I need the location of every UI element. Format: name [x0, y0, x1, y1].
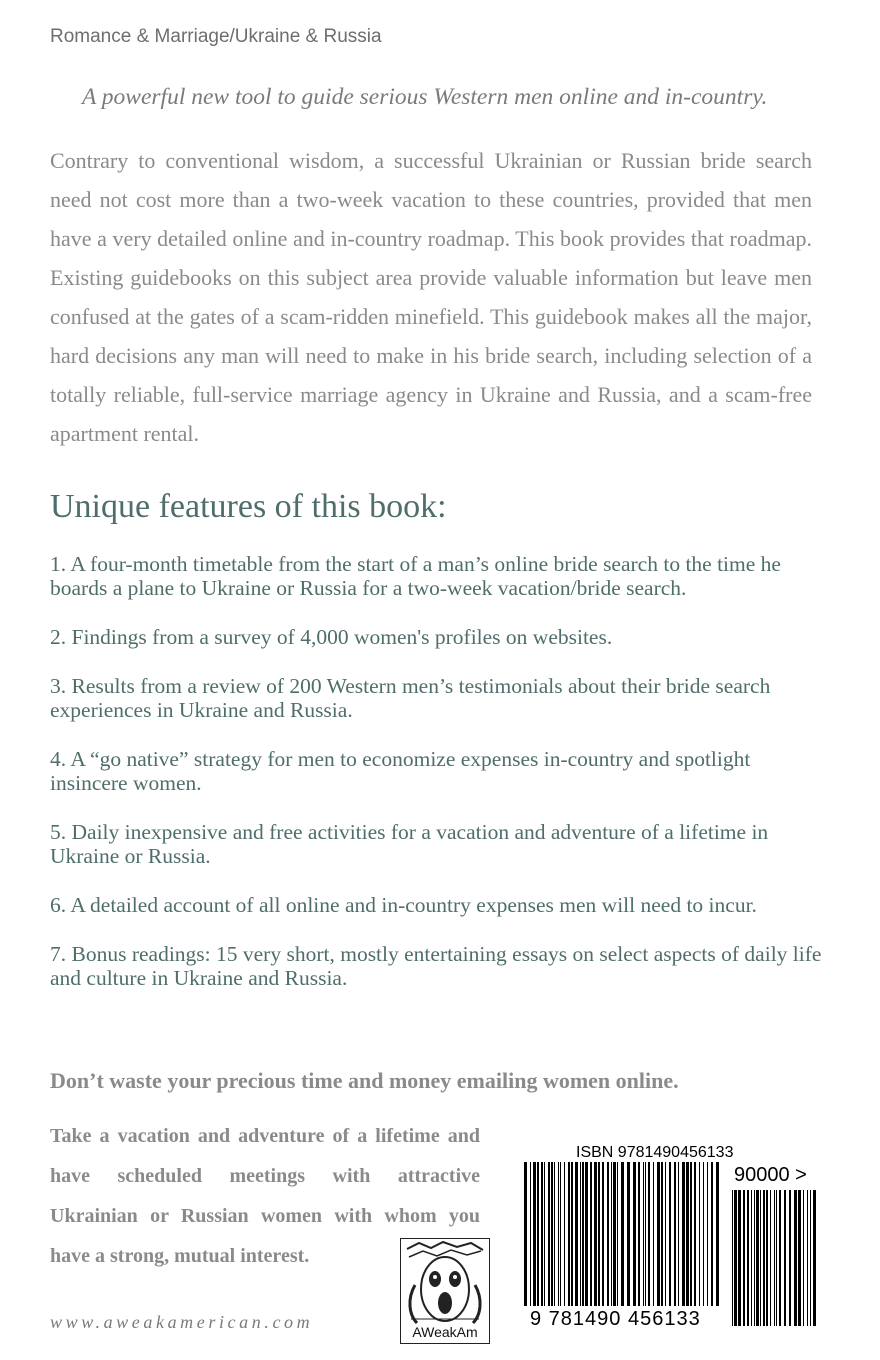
- barcode-bar: [703, 1162, 704, 1306]
- barcode-bar: [770, 1190, 771, 1326]
- feature-item: 7. Bonus readings: 15 very short, mostly entertaining essays on select aspects of daily life and culture in Ukraine and Russia.: [50, 942, 822, 990]
- barcode-bar: [568, 1162, 570, 1306]
- barcode-bar: [537, 1162, 539, 1306]
- barcode-bar: [585, 1162, 588, 1306]
- logo-text: AWeakAm: [412, 1324, 478, 1340]
- barcode-bar: [766, 1190, 768, 1326]
- feature-item: 1. A four-month timetable from the start of a man’s online bride search to the time he boards a plane to Ukraine or Russia for a two-week vacation/bride search.: [50, 552, 781, 600]
- book-category: Romance & Marriage/Ukraine & Russia: [50, 26, 382, 47]
- barcode-bar: [558, 1162, 559, 1306]
- barcode-bar: [575, 1162, 578, 1306]
- barcode-bar: [633, 1162, 636, 1306]
- closing-paragraph: Take a vacation and adventure of a lifetime and have scheduled meetings with attractive Ukrainian or Russian women with whom you have a strong, mutual interest.: [50, 1125, 480, 1267]
- barcode-bar: [747, 1190, 749, 1326]
- barcode-bar: [711, 1162, 713, 1306]
- barcode-bar: [686, 1162, 689, 1306]
- barcode-bar: [707, 1162, 708, 1306]
- barcode-bar: [774, 1190, 775, 1326]
- barcode-bar: [554, 1162, 555, 1306]
- barcode-bar: [571, 1162, 573, 1306]
- barcode-bar: [682, 1162, 685, 1306]
- barcode-bar: [694, 1162, 696, 1306]
- feature-item: 4. A “go native” strategy for men to economize expenses in-country and spotlight insincere women.: [50, 747, 751, 795]
- barcode-bar: [548, 1162, 550, 1306]
- barcode-bar: [807, 1190, 808, 1326]
- barcode-bar: [611, 1162, 612, 1306]
- barcode-bar: [678, 1162, 679, 1306]
- barcode-bar: [738, 1190, 741, 1326]
- barcode-bar: [784, 1190, 786, 1326]
- feature-item: 3. Results from a review of 200 Western men’s testimonials about their bride search experiences in Ukraine and Russia.: [50, 674, 771, 722]
- barcode-bar: [779, 1190, 781, 1326]
- barcode-bar: [564, 1162, 565, 1306]
- barcode-bar: [798, 1190, 801, 1326]
- publisher-logo: [400, 1238, 490, 1344]
- isbn-barcode: [524, 1162, 720, 1306]
- barcode-bar: [638, 1162, 640, 1306]
- barcode-bar: [617, 1162, 618, 1306]
- barcode-bar: [530, 1162, 531, 1306]
- scream-face-icon: [401, 1239, 489, 1343]
- barcode-bar: [789, 1190, 791, 1326]
- isbn-label: ISBN 9781490456133: [576, 1144, 734, 1161]
- barcode-bar: [794, 1190, 797, 1326]
- barcode-bar: [756, 1190, 759, 1326]
- barcode-bar: [607, 1162, 609, 1306]
- barcode-bar: [776, 1190, 777, 1326]
- feature-item: 2. Findings from a survey of 4,000 women's profiles on websites.: [50, 625, 613, 649]
- barcode-bar: [643, 1162, 644, 1306]
- barcode-bar: [627, 1162, 630, 1306]
- barcode-bar: [590, 1162, 592, 1306]
- barcode-bar: [657, 1162, 660, 1306]
- barcode-bar: [541, 1162, 543, 1306]
- tagline: A powerful new tool to guide serious Western men online and in-country.: [82, 84, 768, 110]
- barcode-bar: [524, 1162, 527, 1306]
- barcode-bar: [645, 1162, 646, 1306]
- barcode-bar: [661, 1162, 663, 1306]
- barcode-bar: [598, 1162, 600, 1306]
- barcode-bar: [763, 1190, 765, 1326]
- barcode-bar: [751, 1190, 752, 1326]
- barcode-bar: [648, 1162, 650, 1306]
- feature-item: 6. A detailed account of all online and in-country expenses men will need to incur.: [50, 893, 757, 917]
- barcode-bar: [551, 1162, 553, 1306]
- barcode-bar: [580, 1162, 581, 1306]
- features-heading: Unique features of this book:: [50, 488, 447, 525]
- addon-barcode: [732, 1190, 816, 1326]
- feature-item: 5. Daily inexpensive and free activities for a vacation and adventure of a lifetime in Ukraine or Russia.: [50, 820, 769, 868]
- barcode-bar: [760, 1190, 761, 1326]
- barcode-bar: [743, 1190, 745, 1326]
- book-description: Contrary to conventional wisdom, a successful Ukrainian or Russian bride search need not cost more than a two-week vacation to these countries, provided that men have a very detailed online and in-country roadmap. This book provides that roadmap. Existing guidebooks on this subject area provide valuable information but leave men confused at the gates of a scam-ridden minefield. This guidebook makes all the major, hard decisions any man will need to make in his bride search, including selection of a totally reliable, full-service marriage agency in Ukraine and Russia, and a scam-free apartment rental.: [50, 148, 812, 446]
- barcode-bar: [669, 1162, 671, 1306]
- barcode-bar: [613, 1162, 616, 1306]
- barcode-bar: [803, 1190, 804, 1326]
- barcode-bar: [582, 1162, 584, 1306]
- barcode-bar: [699, 1162, 700, 1306]
- barcode-bar: [734, 1190, 737, 1326]
- barcode-bar: [533, 1162, 536, 1306]
- features-list: [50, 552, 830, 1015]
- price-addon-label: 90000 >: [734, 1164, 807, 1186]
- barcode-bar: [810, 1190, 811, 1326]
- closing-headline: Don’t waste your precious time and money emailing women online.: [50, 1068, 679, 1093]
- website-url: www.aweakamerican.com: [50, 1312, 314, 1332]
- barcode-bar: [544, 1162, 545, 1306]
- barcode-digits: 9 781490 456133: [530, 1308, 701, 1330]
- barcode-bar: [716, 1162, 719, 1306]
- barcode-bar: [602, 1162, 604, 1306]
- barcode-bar: [621, 1162, 624, 1306]
- barcode-bar: [665, 1162, 666, 1306]
- barcode-bar: [813, 1190, 816, 1326]
- barcode-bar: [653, 1162, 654, 1306]
- barcode-bar: [594, 1162, 597, 1306]
- barcode-bar: [732, 1190, 733, 1326]
- barcode-bar: [674, 1162, 676, 1306]
- barcode-bar: [690, 1162, 692, 1306]
- barcode-bar: [560, 1162, 561, 1306]
- barcode-bar: [754, 1190, 755, 1326]
